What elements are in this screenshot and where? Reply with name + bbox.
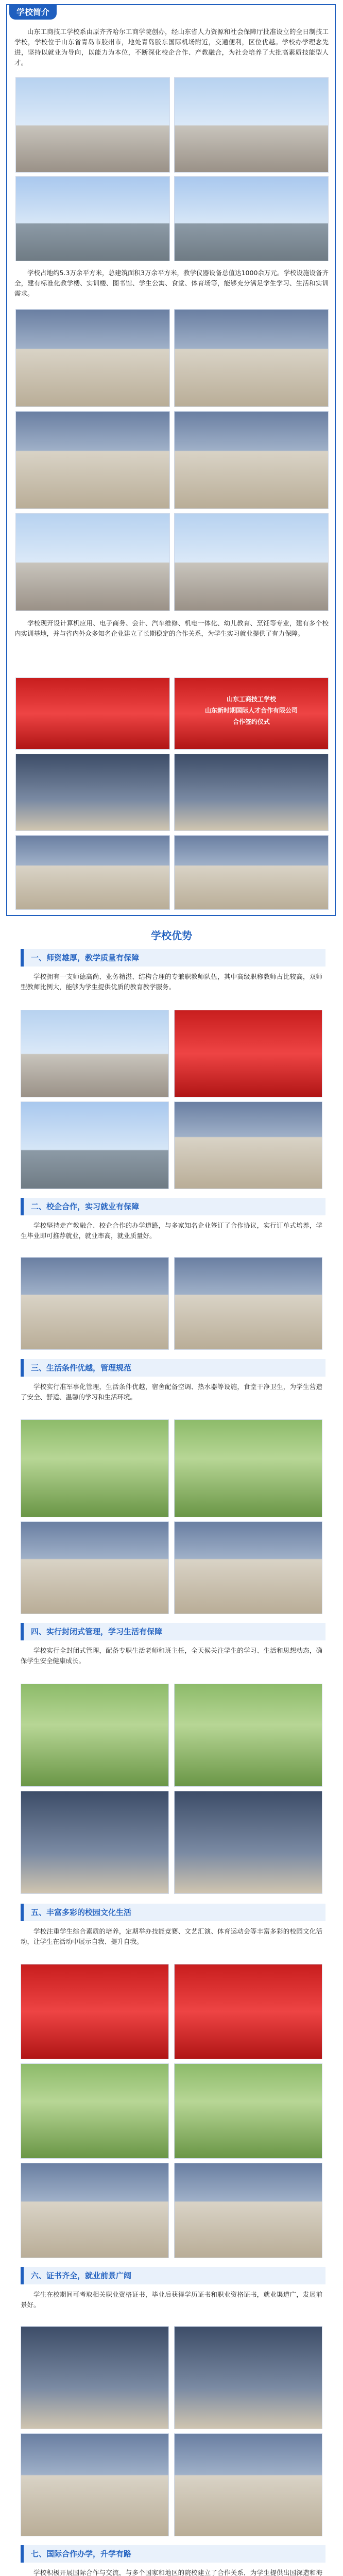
advantage-photo-6b bbox=[174, 2326, 322, 2429]
ceremony-banner-1 bbox=[15, 677, 170, 750]
advantage-photo-6d bbox=[174, 2433, 322, 2536]
advantage-photo-5b bbox=[174, 1964, 322, 2059]
advantage-heading-1: 一、师资雄厚，教学质量有保障 bbox=[21, 949, 325, 967]
seal-line-2: 山东新时期国际人才合作有限公司 bbox=[204, 707, 298, 714]
advantage-photo-6c bbox=[21, 2433, 169, 2536]
campus-photo-3 bbox=[15, 176, 170, 261]
advantage-photo-4b bbox=[174, 1684, 322, 1787]
facility-photo-4 bbox=[174, 411, 329, 509]
advantage-text-5: 学校注重学生综合素质的培养，定期举办技能竞赛、文艺汇演、体育运动会等丰富多彩的校园文化活动，让学生在活动中展示自我、提升自我。 bbox=[21, 1927, 322, 1945]
advantage-photo-5a bbox=[21, 1964, 169, 2059]
intro-paragraph-2: 学校占地约5.3万余平方米，总建筑面积3万余平方米，教学仪器设备总值达1000余万元。学校设施设备齐全，建有标准化教学楼、实训楼、图书馆、学生公寓、食堂、体育场等，能够充分满足学生学习、生活和实训需求。 bbox=[14, 269, 329, 297]
advantage-photo-4c bbox=[21, 1791, 169, 1894]
advantage-text-1: 学校拥有一支师德高尚、业务精湛、结构合理的专兼职教师队伍，其中高级职称教师占比较高，双师型教师比例大，能够为学生提供优质的教育教学服务。 bbox=[21, 973, 322, 991]
ceremony-banner-2 bbox=[174, 677, 329, 750]
advantage-heading-2: 二、校企合作，实习就业有保障 bbox=[21, 1198, 325, 1215]
advantage-photo-1c bbox=[21, 1101, 169, 1189]
advantage-heading-6: 六、证书齐全，就业前景广阔 bbox=[21, 2267, 325, 2284]
advantage-photo-2b bbox=[174, 1257, 322, 1350]
seal-line-1: 山东工商技工学校 bbox=[226, 696, 276, 703]
advantage-photo-3a bbox=[21, 1419, 169, 1517]
intro-paragraph-3: 学校现开设计算机应用、电子商务、会计、汽车维修、机电一体化、幼儿教育、烹饪等专业，建有多个校内实训基地，并与省内外众多知名企业建立了长期稳定的合作关系，为学生实习就业提供了有力保障。 bbox=[14, 619, 329, 637]
advantage-photo-3d bbox=[174, 1521, 322, 1614]
advantage-text-7: 学校积极开展国际合作与交流，与多个国家和地区的院校建立了合作关系，为学生提供出国深造和海 bbox=[33, 2569, 322, 2576]
advantage-photo-6a bbox=[21, 2326, 169, 2429]
advantage-heading-5: 五、丰富多彩的校园文化生活 bbox=[21, 1904, 325, 1921]
advantage-photo-3c bbox=[21, 1521, 169, 1614]
advantage-photo-3b bbox=[174, 1419, 322, 1517]
intro-tag: 学校简介 bbox=[9, 5, 57, 20]
advantage-text-4: 学校实行全封闭式管理，配备专职生活老师和班主任，全天候关注学生的学习、生活和思想动态，确保学生安全健康成长。 bbox=[21, 1647, 322, 1665]
ceremony-photo-2 bbox=[174, 754, 329, 831]
advantage-photo-5e bbox=[21, 2163, 169, 2258]
advantage-photo-5f bbox=[174, 2163, 322, 2258]
advantage-heading-4: 四、实行封闭式管理，学习生活有保障 bbox=[21, 1623, 325, 1640]
ceremony-photo-3 bbox=[15, 835, 170, 910]
ceremony-photo-4 bbox=[174, 835, 329, 910]
campus-photo-1 bbox=[15, 77, 170, 173]
intro-paragraph-1: 山东工商技工学校系由原齐齐哈尔工商学院创办，经山东省人力资源和社会保障厅批准设立的全日制技工学校，学校位于山东省青岛市胶州市，地处青岛胶东国际机场附近，交通便利，区位优越。学校办学理念先进，坚持以就业为导向，以能力为本位，不断深化校企合作、产教融合，为社会培养了大批高素质技能型人才。 bbox=[14, 28, 329, 66]
seal-line-3: 合作签约仪式 bbox=[232, 718, 270, 725]
advantage-photo-1a bbox=[21, 1010, 169, 1097]
campus-photo-2 bbox=[174, 77, 329, 173]
ceremony-photo-1 bbox=[15, 754, 170, 831]
advantage-text-2: 学校坚持走产教融合、校企合作的办学道路，与多家知名企业签订了合作协议，实行订单式培养，学生毕业即可推荐就业，就业率高，就业质量好。 bbox=[21, 1222, 322, 1240]
advantage-photo-1b bbox=[174, 1010, 322, 1097]
campus-photo-4 bbox=[174, 176, 329, 261]
advantage-photo-5c bbox=[21, 2063, 169, 2159]
facility-photo-2 bbox=[174, 309, 329, 407]
facility-photo-1 bbox=[15, 309, 170, 407]
advantage-photo-5d bbox=[174, 2063, 322, 2159]
advantage-text-6: 学生在校期间可考取相关职业资格证书，毕业后获得学历证书和职业资格证书，就业渠道广，发展前景好。 bbox=[21, 2291, 322, 2309]
facility-photo-6 bbox=[174, 513, 329, 611]
advantage-photo-4d bbox=[174, 1791, 322, 1894]
advantage-heading-3: 三、生活条件优越，管理规范 bbox=[21, 1359, 325, 1377]
advantages-title: 学校优势 bbox=[151, 929, 192, 942]
advantage-text-3: 学校实行准军事化管理，生活条件优越，宿舍配备空调、热水器等设施，食堂干净卫生，为学生营造了安全、舒适、温馨的学习和生活环境。 bbox=[21, 1383, 322, 1401]
advantage-photo-1d bbox=[174, 1101, 322, 1189]
facility-photo-5 bbox=[15, 513, 170, 611]
facility-photo-3 bbox=[15, 411, 170, 509]
advantage-heading-7: 七、国际合作办学，升学有路 bbox=[21, 2545, 325, 2563]
advantage-photo-2a bbox=[21, 1257, 169, 1350]
advantage-photo-4a bbox=[21, 1684, 169, 1787]
